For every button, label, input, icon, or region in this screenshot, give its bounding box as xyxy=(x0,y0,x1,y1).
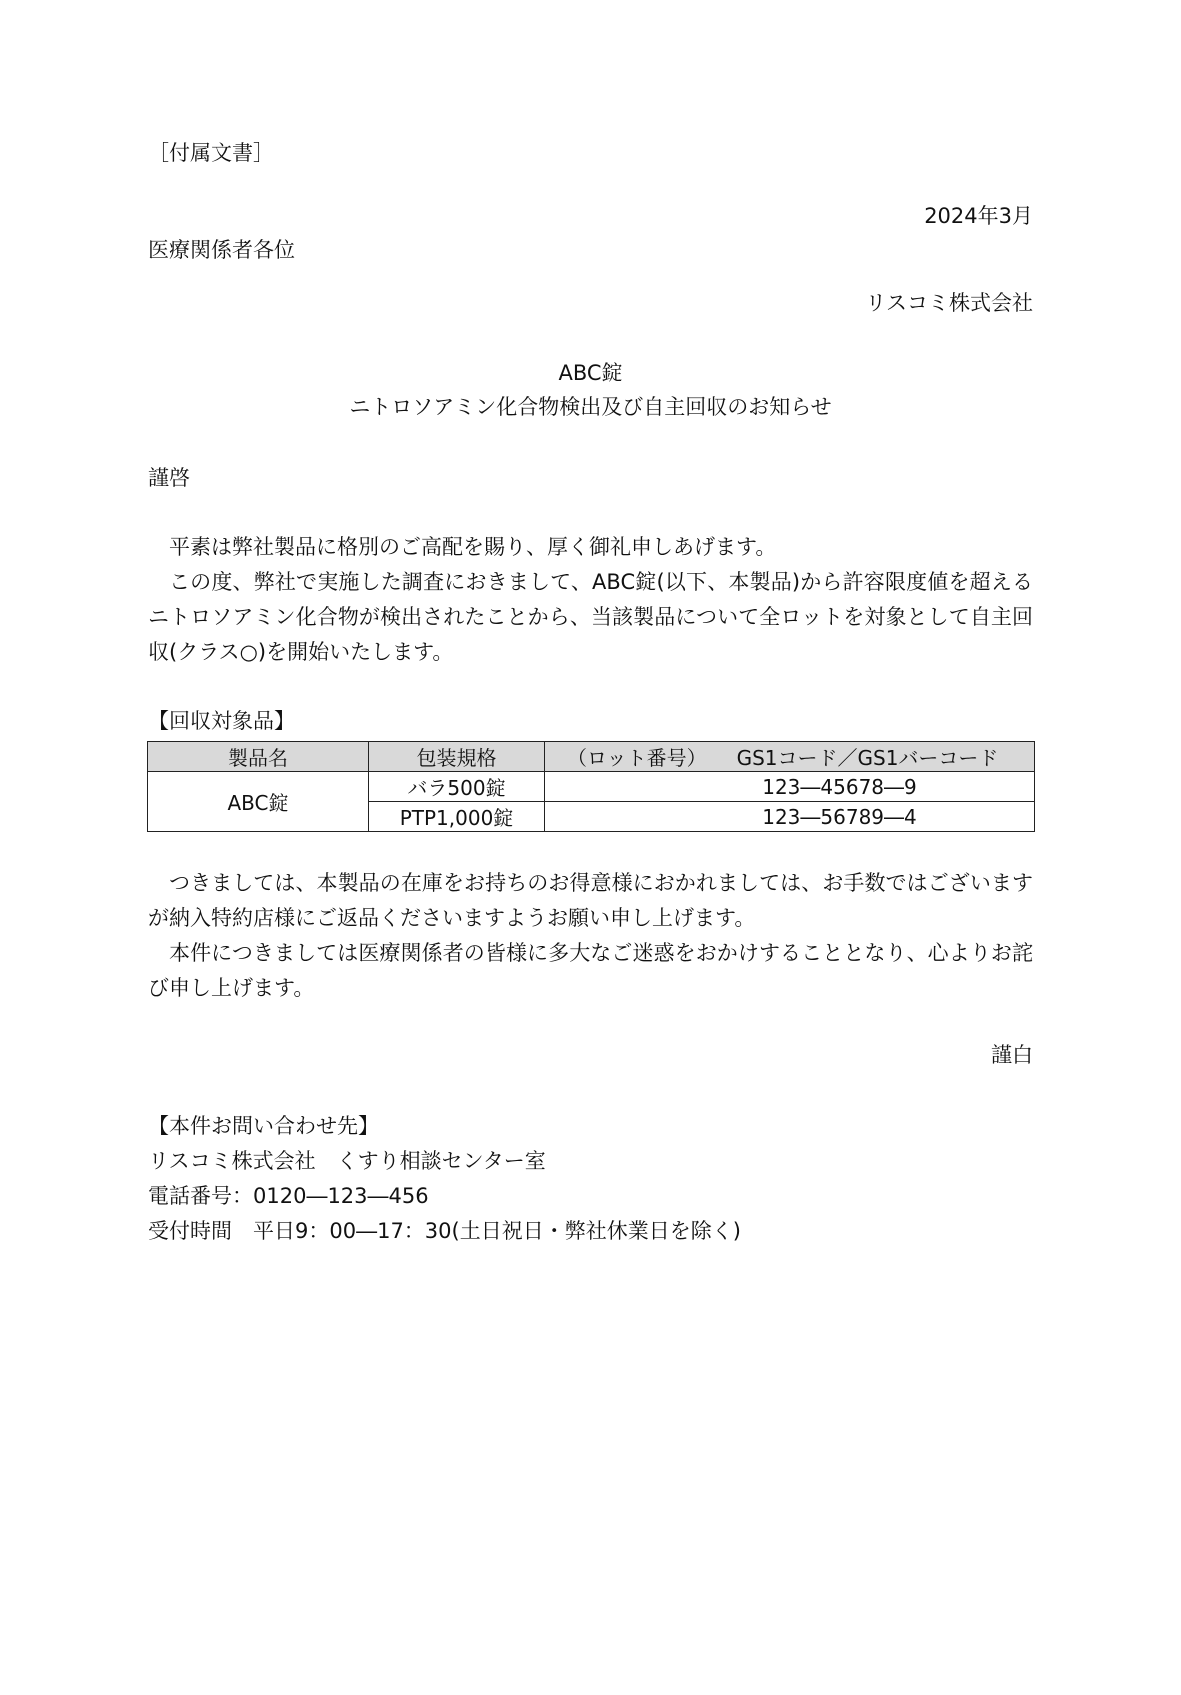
issuer-company: リスコミ株式会社 xyxy=(865,291,1033,315)
product-name-cell: ABC錠 xyxy=(148,772,369,832)
issue-date: 2024年3月 xyxy=(924,204,1033,228)
recall-table xyxy=(147,741,1035,832)
recipient: 医療関係者各位 xyxy=(148,238,295,262)
table-header-row xyxy=(148,742,1035,772)
column-header-package: 包装規格 xyxy=(369,742,545,772)
closing-paragraph-2: 本件につきましては医療関係者の皆様に多大なご迷惑をおかけすることとなり、心よりお詫び申し上げます。 xyxy=(148,941,1033,1000)
table-row xyxy=(148,772,1035,802)
column-header-code: （ロット番号） GS1コード／GS1バーコード xyxy=(545,742,1035,772)
document-tag: ［付属文書］ xyxy=(148,141,274,165)
contact-phone: 電話番号：0120―123―456 xyxy=(148,1184,429,1208)
contact-hours: 受付時間 平日9：00―17：30(土日祝日・弊社休業日を除く) xyxy=(148,1219,741,1243)
contact-office: リスコミ株式会社 くすり相談センター室 xyxy=(148,1149,546,1173)
body-paragraph-1: 平素は弊社製品に格別のご高配を賜り、厚く御礼申しあげます。 xyxy=(169,535,777,559)
package-cell: バラ500錠 xyxy=(369,772,545,802)
recall-table-heading: 【回収対象品】 xyxy=(148,709,295,733)
contact-heading: 【本件お問い合わせ先】 xyxy=(148,1114,379,1138)
code-cell: 123―56789―4 xyxy=(545,802,1035,832)
column-header-product: 製品名 xyxy=(148,742,369,772)
package-cell: PTP1,000錠 xyxy=(369,802,545,832)
code-cell: 123―45678―9 xyxy=(545,772,1035,802)
closing-paragraph-1: つきましては、本製品の在庫をお持ちのお得意様におかれましては、お手数ではございますが納入特約店様にご返品くださいますようお願い申し上げます。 xyxy=(148,871,1033,930)
body-paragraph-2: この度、弊社で実施した調査におきまして、ABC錠(以下、本製品)から許容限度値を超えるニトロソアミン化合物が検出されたことから、当該製品について全ロットを対象として自主回収(クラス○)を開始いたします。 xyxy=(148,570,1033,664)
title-product: ABC錠 xyxy=(558,361,623,385)
sign-off: 謹白 xyxy=(991,1043,1033,1067)
page-title: ニトロソアミン化合物検出及び自主回収のお知らせ xyxy=(349,395,832,419)
greeting: 謹啓 xyxy=(148,466,190,490)
